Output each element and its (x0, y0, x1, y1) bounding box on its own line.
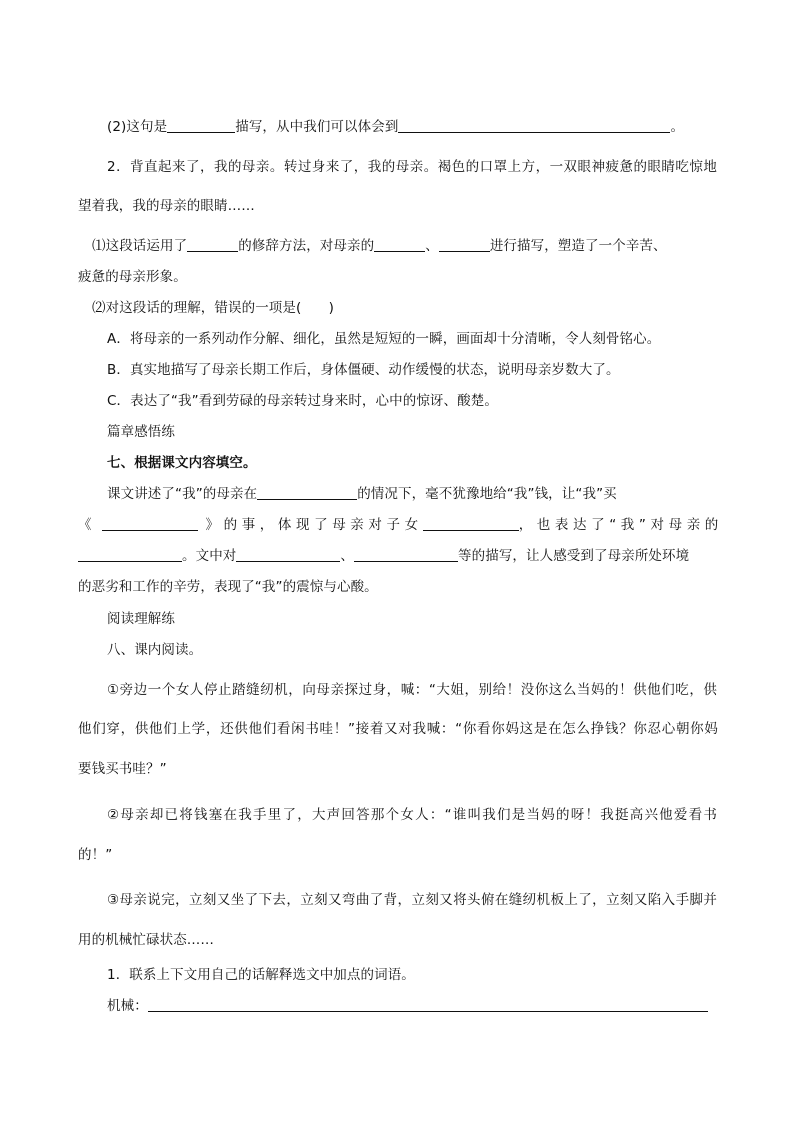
q7-l1a: 课文讲述了“我”的母亲在 (107, 486, 258, 502)
q7-line2 (78, 515, 723, 535)
q6-sub1-line1 (92, 236, 667, 256)
q8-p2-line2: 的！” (78, 847, 113, 863)
q6-item2-line2: 望着我，我的母亲的眼睛…… (78, 198, 255, 214)
q6-sub1-d: 进行描写，塑造了一个辛苦、 (489, 238, 667, 254)
answer-blank[interactable] (148, 997, 708, 1012)
q7-l1b: 的情况下，毫不犹豫地给“我”钱，让“我”买 (357, 486, 617, 502)
answer-label-jixie: 机械： (107, 998, 148, 1014)
q7-line1 (107, 484, 617, 504)
q7-l2c: ，也表达了“我”对母亲的 (518, 517, 723, 533)
q8-p3-line2: 用的机械忙碌状态…… (78, 932, 214, 948)
q6-item2-2-prefix: (2)这句是 (107, 119, 168, 135)
q7-l2a: 《 (78, 517, 102, 533)
answer-blank[interactable] (398, 118, 670, 133)
q8-answer-line (107, 996, 708, 1016)
answer-blank[interactable] (102, 516, 198, 531)
answer-blank[interactable] (423, 516, 519, 531)
q6-item2-2-suffix: 。 (670, 119, 685, 135)
answer-blank[interactable] (187, 237, 238, 252)
answer-blank[interactable] (257, 485, 357, 500)
q6-item2-2-middle: 描写，从中我们可以体会到 (235, 119, 399, 135)
q6-sub1-b: 的修辞方法，对母亲的 (238, 238, 375, 254)
q7-l3a: 。文中对 (182, 548, 237, 564)
q6-sub1-a: ⑴这段话运用了 (92, 238, 188, 254)
answer-blank[interactable] (374, 237, 425, 252)
answer-blank[interactable] (236, 547, 340, 562)
q8-p3-line1: ③母亲说完，立刻又坐了下去，立刻又弯曲了背，立刻又将头俯在缝纫机板上了，立刻又陷入手脚并 (107, 892, 717, 908)
q6-item2-line1: 2．背直起来了，我的母亲。转过身来了，我的母亲。褐色的口罩上方，一双眼神疲惫的眼睛吃惊地 (107, 159, 717, 175)
q7-line3 (78, 546, 689, 566)
q7-l2b: 》的事，体现了母亲对子女 (205, 517, 423, 533)
q7-l3b: 、 (340, 548, 355, 564)
q8-p1-line1: ①旁边一个女人停止踏缝纫机，向母亲探过身，喊：“大姐，别给！没你这么当妈的！供他们吃，供 (107, 682, 717, 698)
q6-sub2-question: ⑵对这段话的理解，错误的一项是( ) (92, 300, 334, 316)
q6-item2-2-line (107, 117, 684, 137)
q6-sub1-c: 、 (425, 238, 439, 254)
q8-p1-line3: 要钱买书哇？” (78, 761, 167, 777)
q7-line4: 的恶劣和工作的辛劳，表现了“我”的震惊与心酸。 (78, 579, 378, 595)
q8-title: 八、课内阅读。 (107, 642, 203, 658)
q8-p2-line1: ②母亲却已将钱塞在我手里了，大声回答那个女人：“谁叫我们是当妈的呀！我挺高兴他爱看书 (107, 807, 717, 823)
answer-blank[interactable] (354, 547, 458, 562)
section-heading-reading: 阅读理解练 (107, 611, 175, 627)
answer-blank[interactable] (78, 547, 182, 562)
q6-sub2-option-c[interactable]: C．表达了“我”看到劳碌的母亲转过身来时，心中的惊讶、酸楚。 (107, 393, 498, 409)
section-heading-chapter: 篇章感悟练 (107, 424, 175, 440)
answer-blank[interactable] (167, 118, 235, 133)
q6-sub2-option-b[interactable]: B．真实地描写了母亲长期工作后，身体僵硬、动作缓慢的状态，说明母亲岁数大了。 (107, 362, 620, 378)
q6-sub1-line2: 疲惫的母亲形象。 (78, 269, 187, 285)
q8-p1-line2: 他们穿，供他们上学，还供他们看闲书哇！”接着又对我喊：“你看你妈这是在怎么挣钱？你忍心朝你妈 (78, 721, 718, 737)
q7-title: 七、根据课文内容填空。 (107, 455, 257, 471)
answer-blank[interactable] (439, 237, 490, 252)
q7-l3c: 等的描写，让人感受到了母亲所处环境 (458, 548, 690, 564)
q8-sub1-question: 1．联系上下文用自己的话解释选文中加点的词语。 (107, 967, 415, 983)
q6-sub2-option-a[interactable]: A．将母亲的一系列动作分解、细化，虽然是短短的一瞬，画面却十分清晰，令人刻骨铭心。 (107, 331, 661, 347)
